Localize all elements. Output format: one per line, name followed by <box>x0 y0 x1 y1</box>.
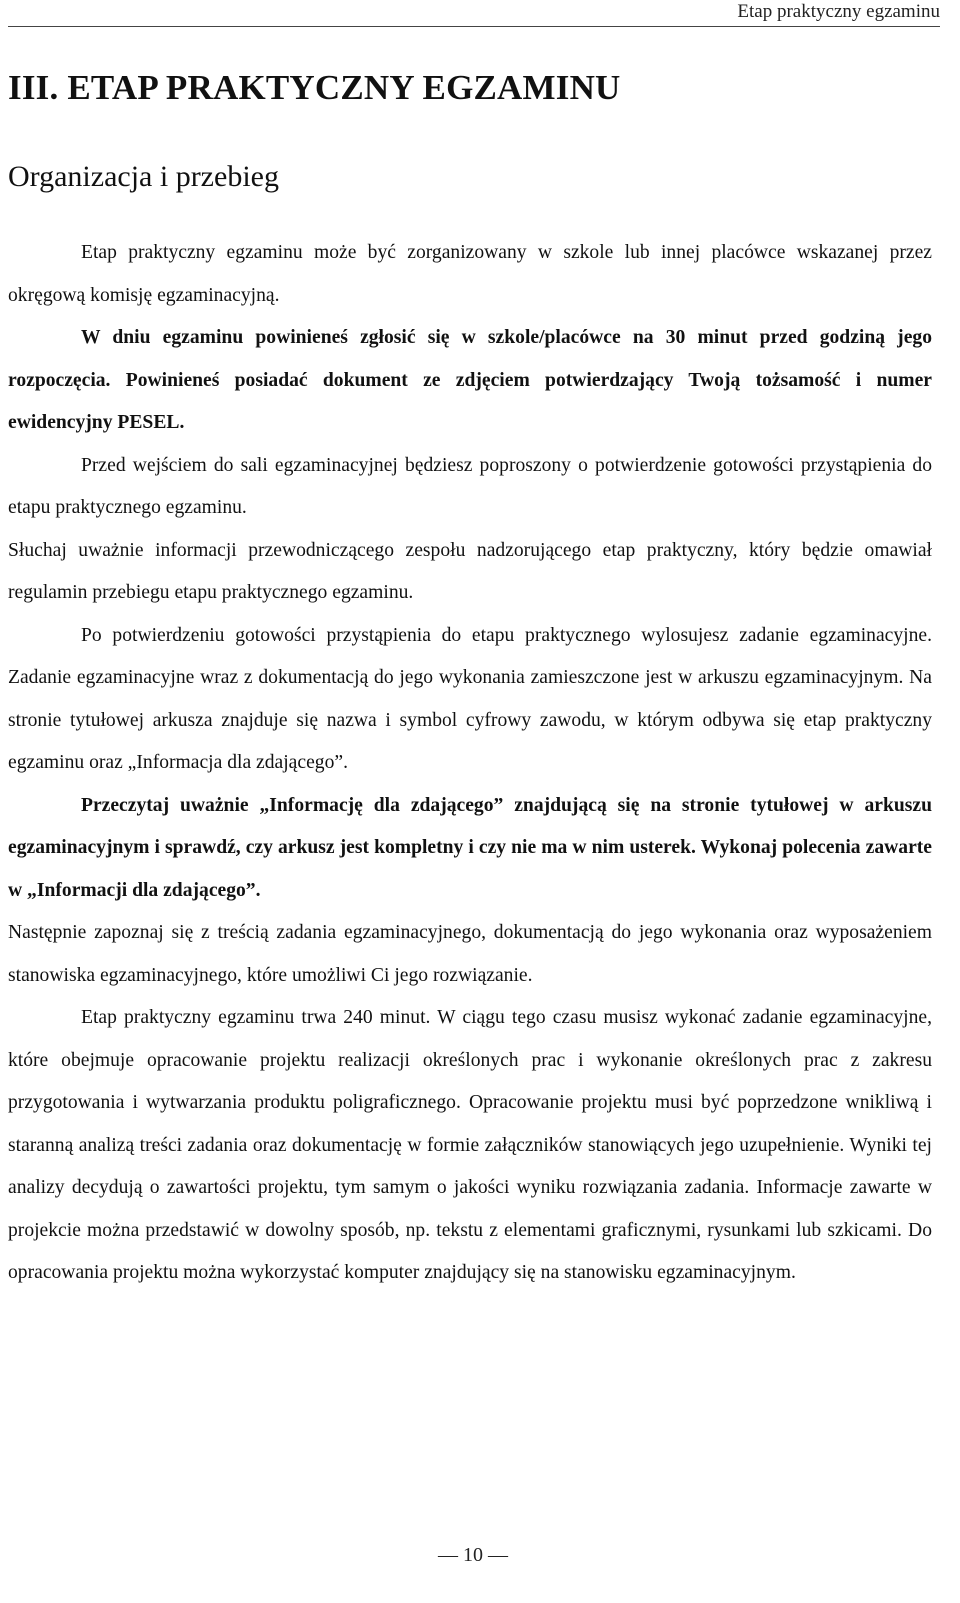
paragraph-read-info: Przeczytaj uważnie „Informację dla zdającego” znajdującą się na stronie tytułowej w arkuszu egzaminacyjnym i sprawdź, czy arkusz jest kompletny i czy nie ma w nim usterek. Wykonaj polecenia zawarte w „Informacji dla zdającego”. <box>8 794 932 901</box>
body-text <box>8 232 932 1295</box>
running-header: Etap praktyczny egzaminu <box>737 1 940 22</box>
section-title: Organizacja i przebieg <box>8 160 279 193</box>
page-number: — 10 — <box>438 1544 508 1566</box>
paragraph-draw-task: Po potwierdzeniu gotowości przystąpienia do etapu praktycznego wylosujesz zadanie egzaminacyjne. Zadanie egzaminacyjne wraz z dokumentacją do jego wykonania zamieszczone jest w arkuszu egzaminacyjnym. Na stronie tytułowej arkusza znajduje się nazwa i symbol cyfrowy zawodu, w którym odbywa się etap praktyczny egzaminu oraz „Informacja dla zdającego”. <box>8 624 932 773</box>
paragraph-duration: Etap praktyczny egzaminu trwa 240 minut. W ciągu tego czasu musisz wykonać zadanie egzaminacyjne, które obejmuje opracowanie projektu realizacji określonych prac i wykonanie określonych prac z zakresu przygotowania i wytwarzania produktu poligraficznego. Opracowanie projektu musi być poprzedzone wnikliwą i staranną analizą treści zadania oraz dokumentację w formie załączników stanowiących jego uzupełnienie. Wyniki tej analizy decydują o zawartości projektu, tym samym o jakości wyniku rozwiązania zadania. Informacje zawarte w projekcie można przedstawić w dowolny sposób, np. tekstu z elementami graficznymi, rysunkami lub szkicami. Do opracowania projektu można wykorzystać komputer znajdujący się na stanowisku egzaminacyjnym. <box>8 1007 932 1283</box>
paragraph-readiness: Przed wejściem do sali egzaminacyjnej będziesz poproszony o potwierdzenie gotowości przystąpienia do etapu praktycznego egzaminu. <box>8 454 932 518</box>
paragraph-listen: Słuchaj uważnie informacji przewodniczącego zespołu nadzorującego etap praktyczny, który będzie omawiał regulamin przebiegu etapu praktycznego egzaminu. <box>8 539 932 603</box>
paragraph-familiarize: Następnie zapoznaj się z treścią zadania egzaminacyjnego, dokumentacją do jego wykonania oraz wyposażeniem stanowiska egzaminacyjnego, które umożliwi Ci jego rozwiązanie. <box>8 922 932 986</box>
paragraph-arrival: W dniu egzaminu powinieneś zgłosić się w szkole/placówce na 30 minut przed godziną jego rozpoczęcia. Powinieneś posiadać dokument ze zdjęciem potwierdzający Twoją tożsamość i numer ewidencyjny PESEL. <box>8 327 932 433</box>
paragraph-venue: Etap praktyczny egzaminu może być zorganizowany w szkole lub innej placówce wskazanej przez okręgową komisję egzaminacyjną. <box>8 242 932 306</box>
chapter-title: III. ETAP PRAKTYCZNY EGZAMINU <box>8 68 621 107</box>
header-rule <box>8 26 940 27</box>
page-content <box>8 60 932 1295</box>
